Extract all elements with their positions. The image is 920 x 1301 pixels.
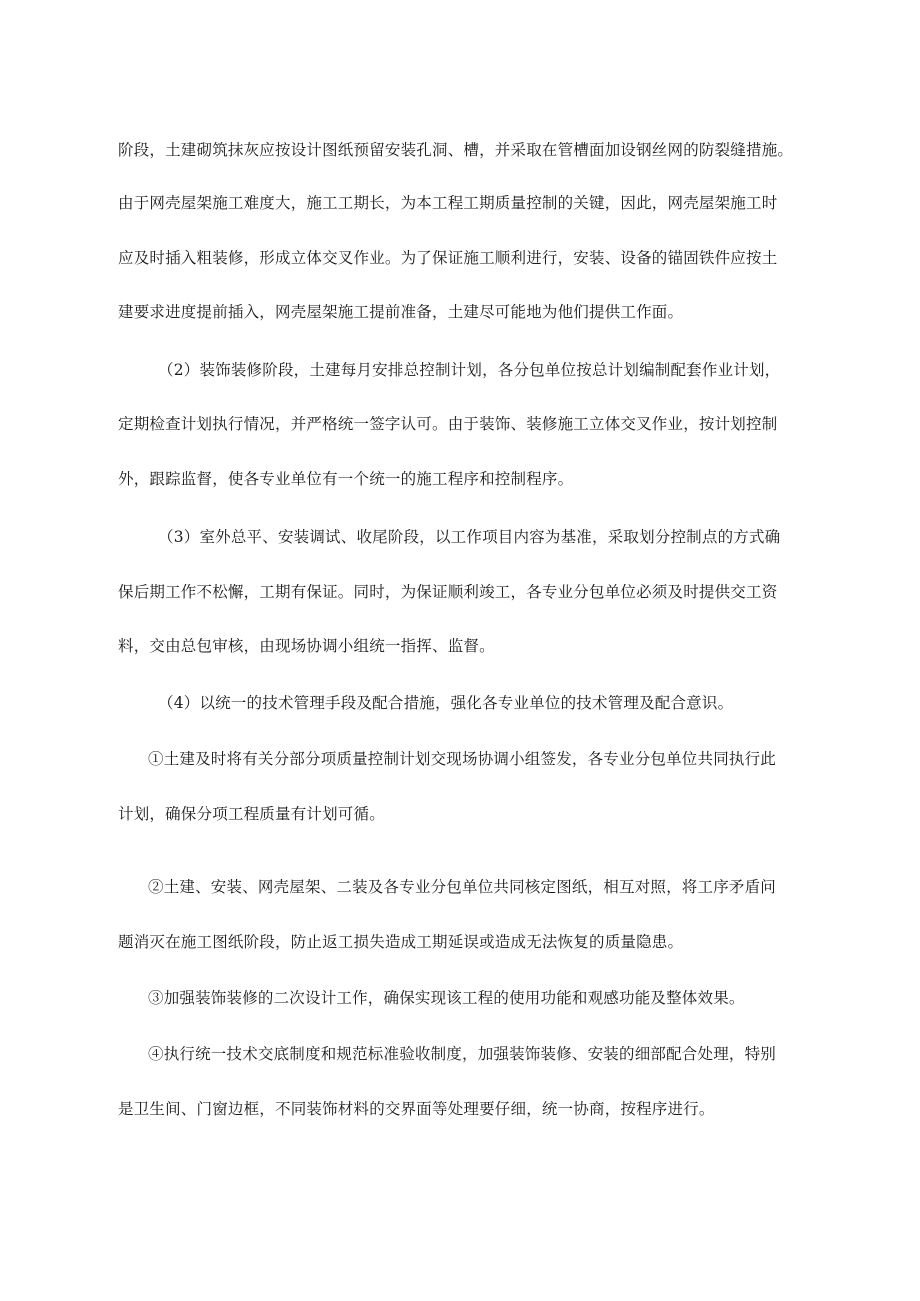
text-line-4: 建要求进度提前插入，网壳屋架施工提前准备，土建尽可能地为他们提供工作面。	[118, 303, 684, 321]
item-1-line-2: 计划，确保分项工程质量有计划可循。	[118, 805, 385, 823]
item-2-line-2: 题消灭在施工图纸阶段，防止返工损失造成工期延误或造成无法恢复的质量隐患。	[118, 933, 684, 951]
text-line-9: 保后期工作不松懈，工期有保证。同时，为保证顺利竣工，各专业分包单位必须及时提供交工资	[118, 583, 778, 601]
item-4-line-1: ④执行统一技术交底制度和规范标准验收制度，加强装饰装修、安装的细部配合处理，特别	[148, 1045, 777, 1063]
item-2-line-1: ②土建、安装、网壳屋架、二装及各专业分包单位共同核定图纸，相互对照，将工序矛盾问	[148, 878, 777, 896]
item-3-line-1: ③加强装饰装修的二次设计工作，确保实现该工程的使用功能和观感功能及整体效果。	[148, 989, 745, 1007]
text-line-7: 外，跟踪监督，使各专业单位有一个统一的施工程序和控制程序。	[118, 470, 574, 488]
text-line-3: 应及时插入粗装修，形成立体交叉作业。为了保证施工顺利进行，安装、设备的锚固铁件应按土	[118, 249, 778, 267]
paragraph-2-heading: （2）装饰装修阶段，土建每月安排总控制计划，各分包单位按总计划编制配套作业计划，	[158, 361, 781, 379]
item-4-line-2: 是卫生间、门窗边框，不同装饰材料的交界面等处理要仔细，统一协商，按程序进行。	[118, 1100, 715, 1118]
paragraph-3-heading: （3）室外总平、安装调试、收尾阶段，以工作项目内容为基准，采取划分控制点的方式确	[158, 528, 781, 546]
text-line-6: 定期检查计划执行情况，并严格统一签字认可。由于装饰、装修施工立体交叉作业，按计划控制	[118, 415, 778, 433]
item-1-line-1: ①土建及时将有关分部分项质量控制计划交现场协调小组签发，各专业分包单位共同执行此	[148, 750, 777, 768]
text-line-10: 料，交由总包审核，由现场协调小组统一指挥、监督。	[118, 637, 495, 655]
paragraph-4-heading: （4）以统一的技术管理手段及配合措施，强化各专业单位的技术管理及配合意识。	[158, 694, 734, 712]
text-line-2: 由于网壳屋架施工难度大，施工工期长，为本工程工期质量控制的关键，因此，网壳屋架施工时	[118, 194, 778, 212]
text-line-1: 阶段，土建砌筑抹灰应按设计图纸预留安装孔洞、槽，并采取在管槽面加设钢丝网的防裂缝措施。	[118, 141, 794, 159]
